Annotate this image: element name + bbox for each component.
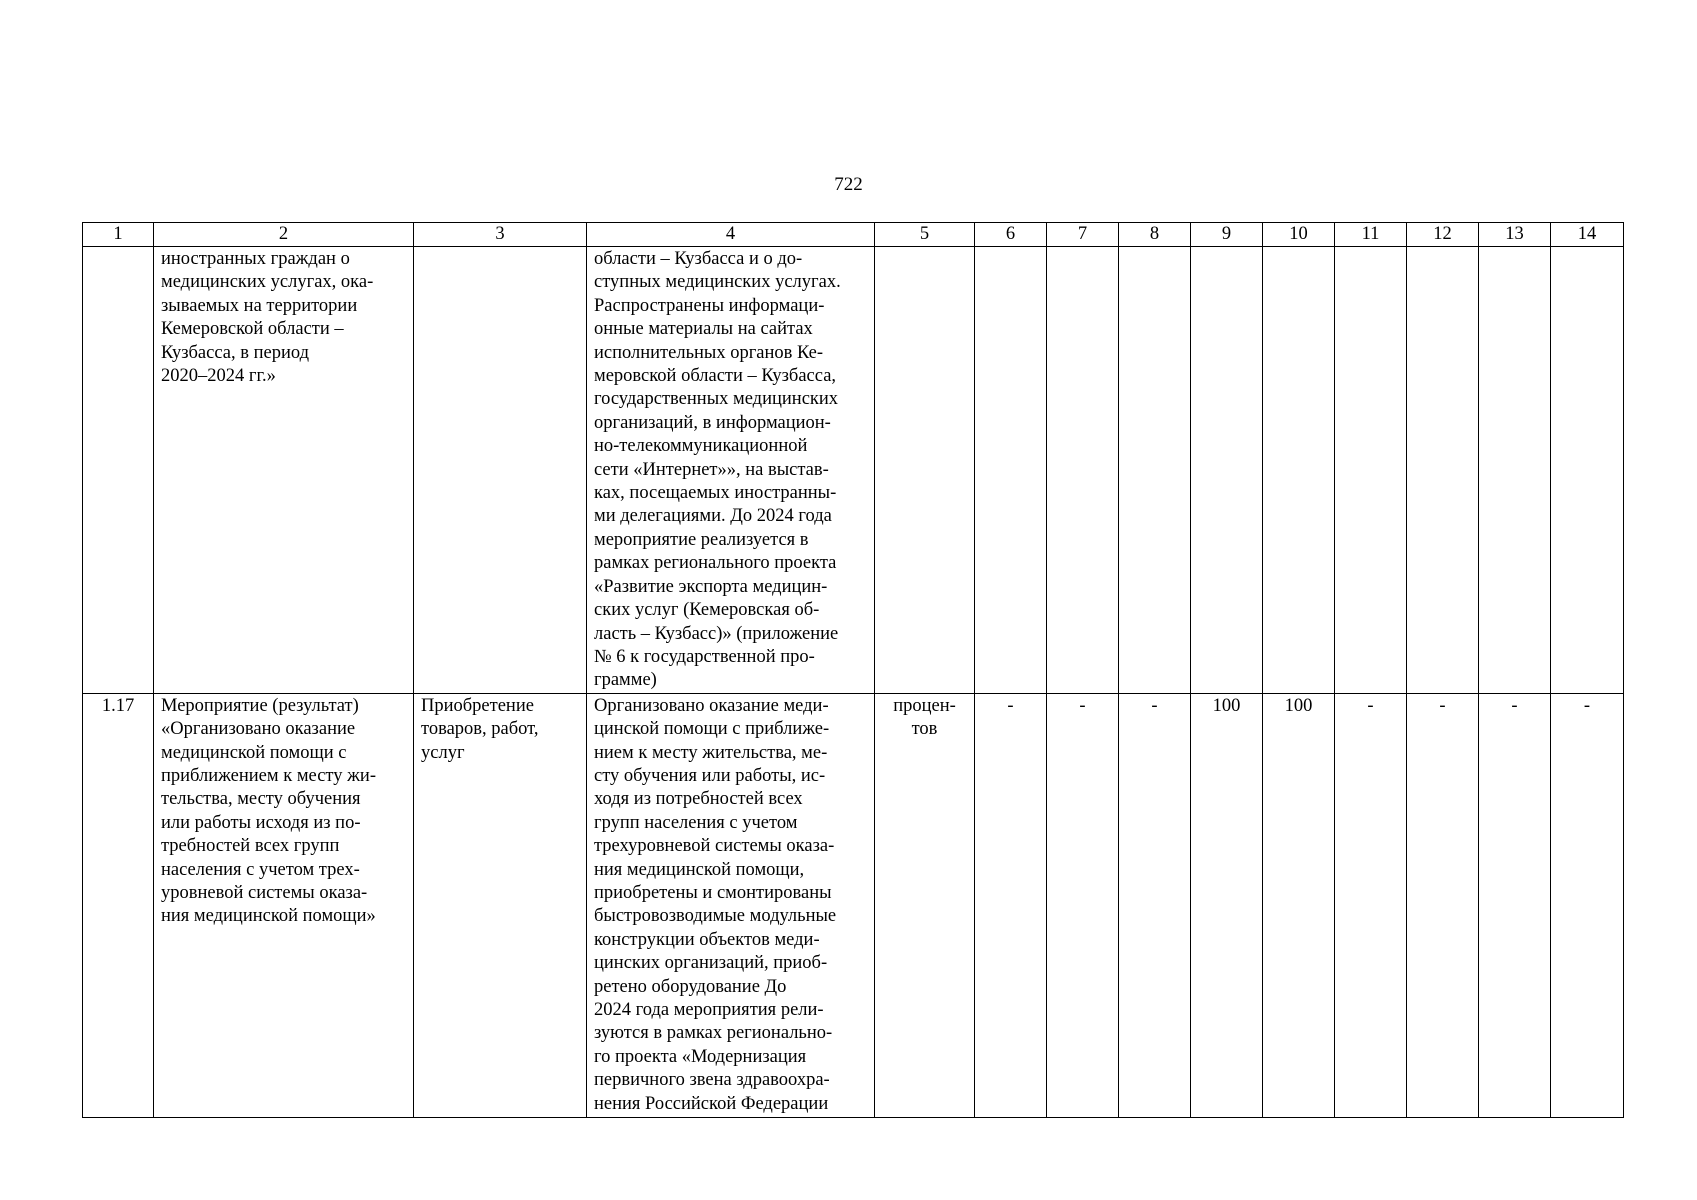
- value-cell: [1551, 247, 1624, 694]
- unit-cell: [875, 247, 975, 694]
- value-cell: 100: [1191, 693, 1263, 1117]
- column-number-header: 11: [1335, 223, 1407, 247]
- value-cell: [1479, 247, 1551, 694]
- measure-type-cell: Приобретение товаров, работ, услуг: [414, 693, 587, 1117]
- table-row: [83, 247, 1624, 694]
- column-number-header: 4: [587, 223, 875, 247]
- column-number-header: 6: [975, 223, 1047, 247]
- value-cell: -: [1479, 693, 1551, 1117]
- table-row: [83, 693, 1624, 1117]
- value-cell: 100: [1263, 693, 1335, 1117]
- measures-table: [82, 222, 1624, 1118]
- column-number-header: 3: [414, 223, 587, 247]
- page-number: 722: [834, 174, 863, 195]
- column-number-header: 13: [1479, 223, 1551, 247]
- column-number-header: 10: [1263, 223, 1335, 247]
- value-cell: -: [1335, 693, 1407, 1117]
- value-cell: -: [1047, 693, 1119, 1117]
- value-cell: [1191, 247, 1263, 694]
- value-cell: -: [975, 693, 1047, 1117]
- measure-name-cell: Мероприятие (результат) «Организовано оказание медицинской помощи с приближением к месту жи- тельства, месту обучения или работы исходя из по- требностей всех групп населения с учетом трех- уровневой системы оказа- ния медицинской помощи»: [154, 693, 414, 1117]
- measure-name-cell: иностранных граждан о медицинских услугах, ока- зываемых на территории Кемеровской области – Кузбасса, в период 2020–2024 гг.»: [154, 247, 414, 694]
- value-cell: -: [1119, 693, 1191, 1117]
- value-cell: [1119, 247, 1191, 694]
- column-number-header: 1: [83, 223, 154, 247]
- value-cell: -: [1407, 693, 1479, 1117]
- column-number-header: 14: [1551, 223, 1624, 247]
- column-number-header: 7: [1047, 223, 1119, 247]
- unit-cell: процен- тов: [875, 693, 975, 1117]
- value-cell: [1047, 247, 1119, 694]
- column-number-header: 5: [875, 223, 975, 247]
- value-cell: [1263, 247, 1335, 694]
- column-number-header: 2: [154, 223, 414, 247]
- measure-type-cell: [414, 247, 587, 694]
- value-cell: [975, 247, 1047, 694]
- value-cell: -: [1551, 693, 1624, 1117]
- measure-description-cell: области – Кузбасса и о до- ступных медицинских услугах. Распространены информаци- онные материалы на сайтах исполнительных органов Ке- меровской области – Кузбасса, государственных медицинских организаций, в информацион- но-телекоммуникационной сети «Интернет»», на выстав- ках, посещаемых иностранны- ми делегациями. До 2024 года мероприятие реализуется в рамках регионального проекта «Развитие экспорта медицин- ских услуг (Кемеровская об- ласть – Кузбасс)» (приложение № 6 к государственной про- грамме): [587, 247, 875, 694]
- row-number-cell: 1.17: [83, 693, 154, 1117]
- measure-description-cell: Организовано оказание меди- цинской помощи с приближе- нием к месту жительства, ме- сту обучения или работы, ис- ходя из потребностей всех групп населения с учетом трехуровневой системы оказа- ния медицинской помощи, приобретены и смонтированы быстровозводимые модульные конструкции объектов меди- цинских организаций, приоб- ретено оборудование До 2024 года мероприятия рели- зуются в рамках регионально- го проекта «Модернизация первичного звена здравоохра- нения Российской Федерации: [587, 693, 875, 1117]
- column-number-header: 9: [1191, 223, 1263, 247]
- row-number-cell: [83, 247, 154, 694]
- column-number-header: 8: [1119, 223, 1191, 247]
- value-cell: [1335, 247, 1407, 694]
- value-cell: [1407, 247, 1479, 694]
- table-header-row: [83, 223, 1624, 247]
- column-number-header: 12: [1407, 223, 1479, 247]
